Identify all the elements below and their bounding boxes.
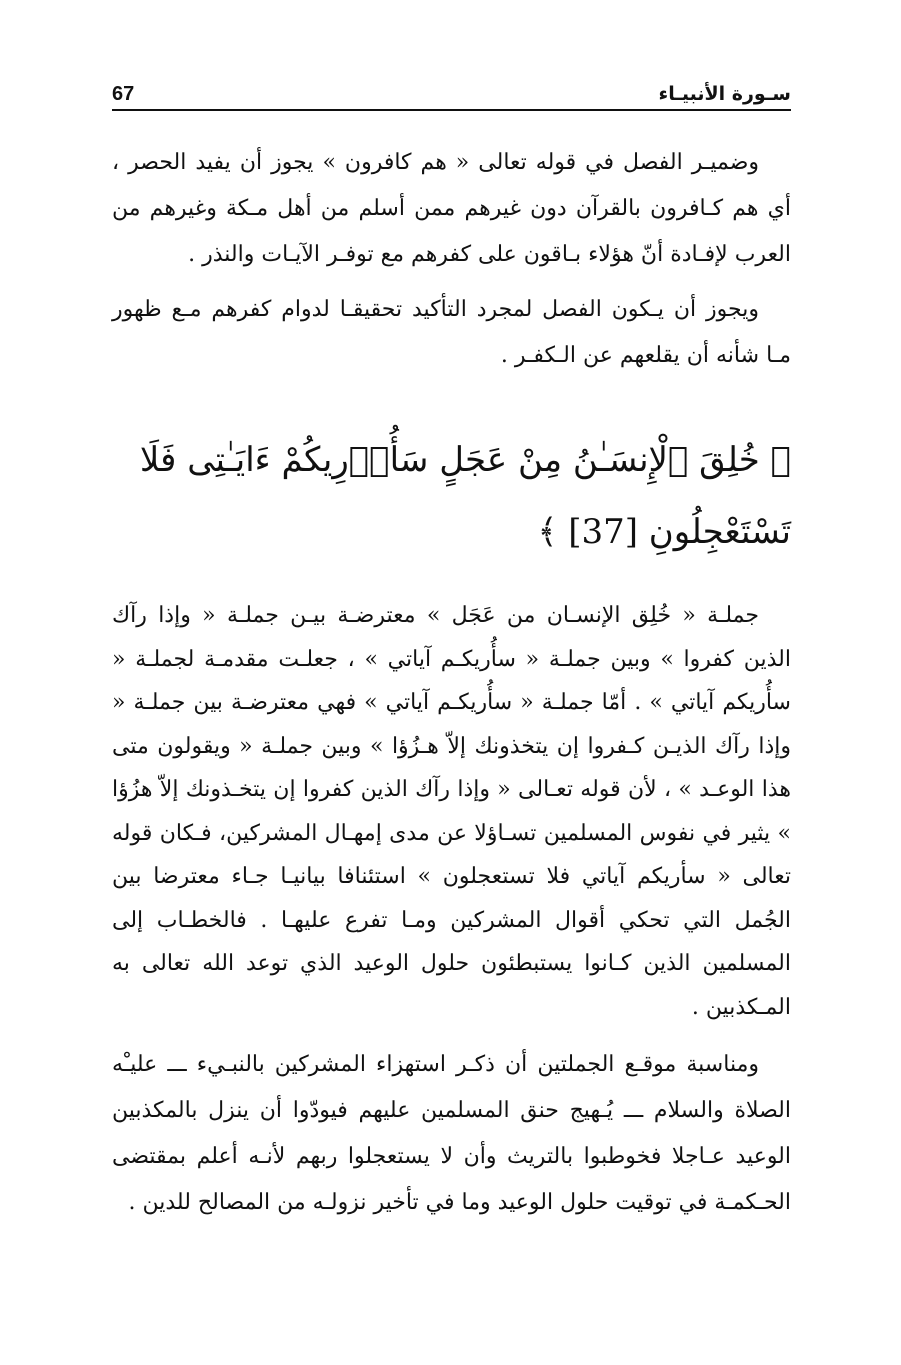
paragraph-emphasis: ويجوز أن يـكون الفصل لمجرد التأكيد تحقيقـا لدوام كفرهم مـع ظهور مـا شأنه أن يقلعهم عن الـكفـر . [112, 297, 791, 368]
header-divider [112, 109, 791, 111]
paragraph-commentary: جملـة « خُلِق الإنسـان من عَجَل » معترضـة بيـن جملـة « وإذا رآك الذين كفروا » وبين جملـة « سأُريكـم آياتي » ، جعلـت مقدمـة لجملـة « سأُريكم آياتي » . أمّا جملـة « سأُريكـم آياتي » فهي معترضـة بين جملـة « وإذا رآك الذيـن كـفروا إن يتخذونك إلاّ هـزُؤا » وبين جملـة « ويقولون متى هذا الوعـد » ، لأن قوله تعـالى « وإذا رآك الذين كفروا إن يتخـذونك إلاّ هزُؤا » يثير في نفوس المسلمين تسـاؤلا عن مدى إمهـال المشركين، فـكان قوله تعالى « سأريكم آياتي فلا تستعجلون » استئنافا بيانيـا جـاء معترضا بين الجُمل التي تحكي أقوال المشركين ومـا تفرع عليهـا . فالخطـاب إلى المسلمين الذين كـانوا يستبطئون حلول الوعيد الذي توعد الله تعالى به المـكذبين . [112, 603, 791, 1020]
page-header [112, 82, 791, 112]
paragraph-pronoun-separation: وضميـر الفصل في قوله تعالى « هم كافرون » يجوز أن يفيد الحصر ، أي هم كـافرون بالقرآن دون غيرهم ممن أسلم من أهل مـكة وغيرهم من العرب لإفـادة أنّ هؤلاء بـاقون على كفرهم مع توفـر الآيـات والنذر . [112, 150, 791, 267]
surah-title: سـورة الأنبيـاء [658, 83, 791, 105]
page-number: 67 [112, 83, 135, 105]
paragraph-context: ومناسبة موقـع الجملتين أن ذكـر استهزاء المشركين بالنبـيء ـــ عليـْه الصلاة والسلام ـــ يُـهيج حنق المسلمين عليهم فيودّوا أن ينزل بالمكذبين الوعيد عـاجلا فخوطبوا بالتريث وأن لا يستعجلوا ربهم لأنـه أعلم بمقتضى الحـكمـة في توقيت حلول الوعيد وما في تأخير نزولـه من المصالح للدين . [112, 1052, 791, 1215]
quran-verse: ﴿ خُلِقَ ٱلْإِنسَـٰنُ مِنْ عَجَلٍ سَأُو۟رِيكُمْ ءَايَـٰتِى فَلَا تَسْتَعْجِلُونِ [37] ﴾ [139, 440, 791, 552]
